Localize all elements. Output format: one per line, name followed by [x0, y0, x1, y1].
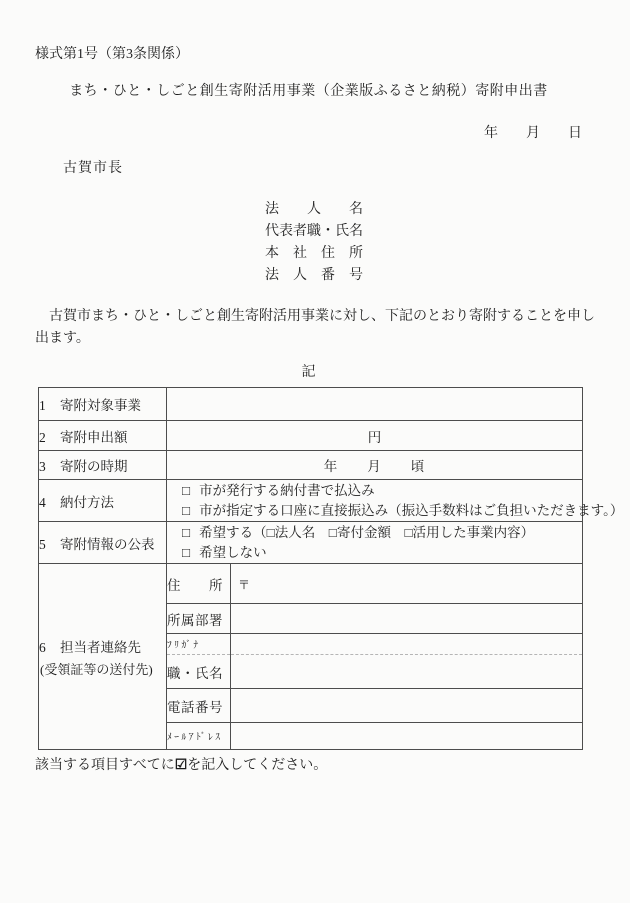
contact-email-label: ﾒｰﾙｱﾄﾞﾚｽ	[167, 723, 231, 750]
checkbox-icon: □	[182, 482, 191, 498]
row-label-project	[39, 388, 167, 421]
contact-name-label: 職・氏名	[167, 655, 231, 689]
contact-department-label: 所属部署	[167, 604, 231, 634]
contact-name-input-area	[231, 655, 583, 689]
table-row-payment-method	[39, 480, 583, 522]
checkbox-icon: □	[182, 544, 191, 560]
contact-address-label: 住 所	[167, 564, 231, 604]
contact-phone-label: 電話番号	[167, 689, 231, 723]
row-number: 4	[39, 494, 46, 510]
currency-unit: 円	[367, 429, 382, 445]
form-number: 様式第1号（第3条関係）	[35, 47, 189, 62]
table-row-project	[39, 388, 583, 421]
checkbox-icon: □	[182, 502, 191, 518]
checked-checkbox-icon: ☑	[174, 758, 188, 773]
row-label-publication	[39, 522, 167, 564]
row-number: 3	[39, 459, 46, 474]
publication-option-yes	[167, 523, 582, 543]
row-label-text: 寄附の時期	[60, 459, 128, 474]
option-label: 市が指定する口座に直接振込み（振込手数料はご負担いただきます。）	[199, 502, 624, 518]
contact-furigana-label: ﾌﾘｶﾞﾅ	[167, 634, 231, 655]
body-paragraph: 古賀市まち・ひと・しごと創生寄附活用事業に対し、下記のとおり寄附することを申し出ます。	[35, 309, 595, 346]
row-label-text: 担当者連絡先	[60, 639, 141, 655]
row-label-text: 寄附情報の公表	[60, 536, 155, 552]
applicant-field-corporate-name: 法 人 名	[265, 202, 363, 217]
applicant-field-representative: 代表者職・氏名	[265, 224, 363, 239]
table-row-amount	[39, 421, 583, 451]
addressee: 古賀市長	[63, 161, 123, 176]
checkbox-icon: □	[182, 524, 191, 540]
contact-address-input-area	[231, 564, 583, 604]
row-number: 1	[39, 398, 46, 413]
applicant-fields	[265, 199, 582, 287]
row-label-note: (受領証等の送付先)	[40, 661, 153, 677]
contact-furigana-input-area	[231, 634, 583, 655]
document-title: まち・ひと・しごと創生寄附活用事業（企業版ふるさと納税）寄附申出書	[69, 84, 548, 99]
footer-note-pre: 該当する項目すべてに	[35, 758, 175, 773]
amount-input-area	[167, 421, 583, 451]
section-mark: 記	[301, 365, 316, 380]
applicant-field-corporate-number: 法 人 番 号	[265, 268, 363, 283]
row-label-payment-method	[39, 480, 167, 522]
row-label-text: 寄附対象事業	[60, 398, 141, 413]
row-label-amount	[39, 421, 167, 451]
timing-input-area: 年 月 頃	[167, 451, 583, 480]
publication-options	[167, 522, 583, 564]
footer-note-post: を記入してください。	[187, 758, 328, 773]
table-row-timing	[39, 451, 583, 480]
option-label: 希望する（□法人名 □寄付金額 □活用した事業内容）	[199, 524, 535, 540]
option-label: 希望しない	[199, 544, 267, 560]
payment-option-slip	[167, 481, 582, 501]
row-label-text: 納付方法	[60, 494, 114, 510]
contact-department-input-area	[231, 604, 583, 634]
table-row-publication	[39, 522, 583, 564]
project-input-area	[167, 388, 583, 421]
row-label-timing	[39, 451, 167, 480]
contact-email-input-area	[231, 723, 583, 750]
option-label: 市が発行する納付書で払込み	[199, 482, 375, 498]
publication-option-no	[167, 543, 582, 563]
row-label-contact	[39, 564, 167, 750]
row-number: 6	[39, 639, 46, 655]
payment-option-bank-transfer	[167, 501, 624, 521]
row-label-text: 寄附申出額	[60, 429, 128, 445]
footer-note	[35, 757, 582, 775]
table-row-contact-address	[39, 564, 583, 604]
date-line: 年 月 日	[484, 126, 582, 141]
row-number: 2	[39, 429, 46, 445]
applicant-field-head-office-address: 本 社 住 所	[265, 246, 363, 261]
application-table	[38, 387, 624, 750]
postal-mark: 〒	[238, 578, 251, 592]
payment-method-options	[167, 480, 624, 522]
contact-phone-input-area	[231, 689, 583, 723]
row-number: 5	[39, 536, 46, 552]
